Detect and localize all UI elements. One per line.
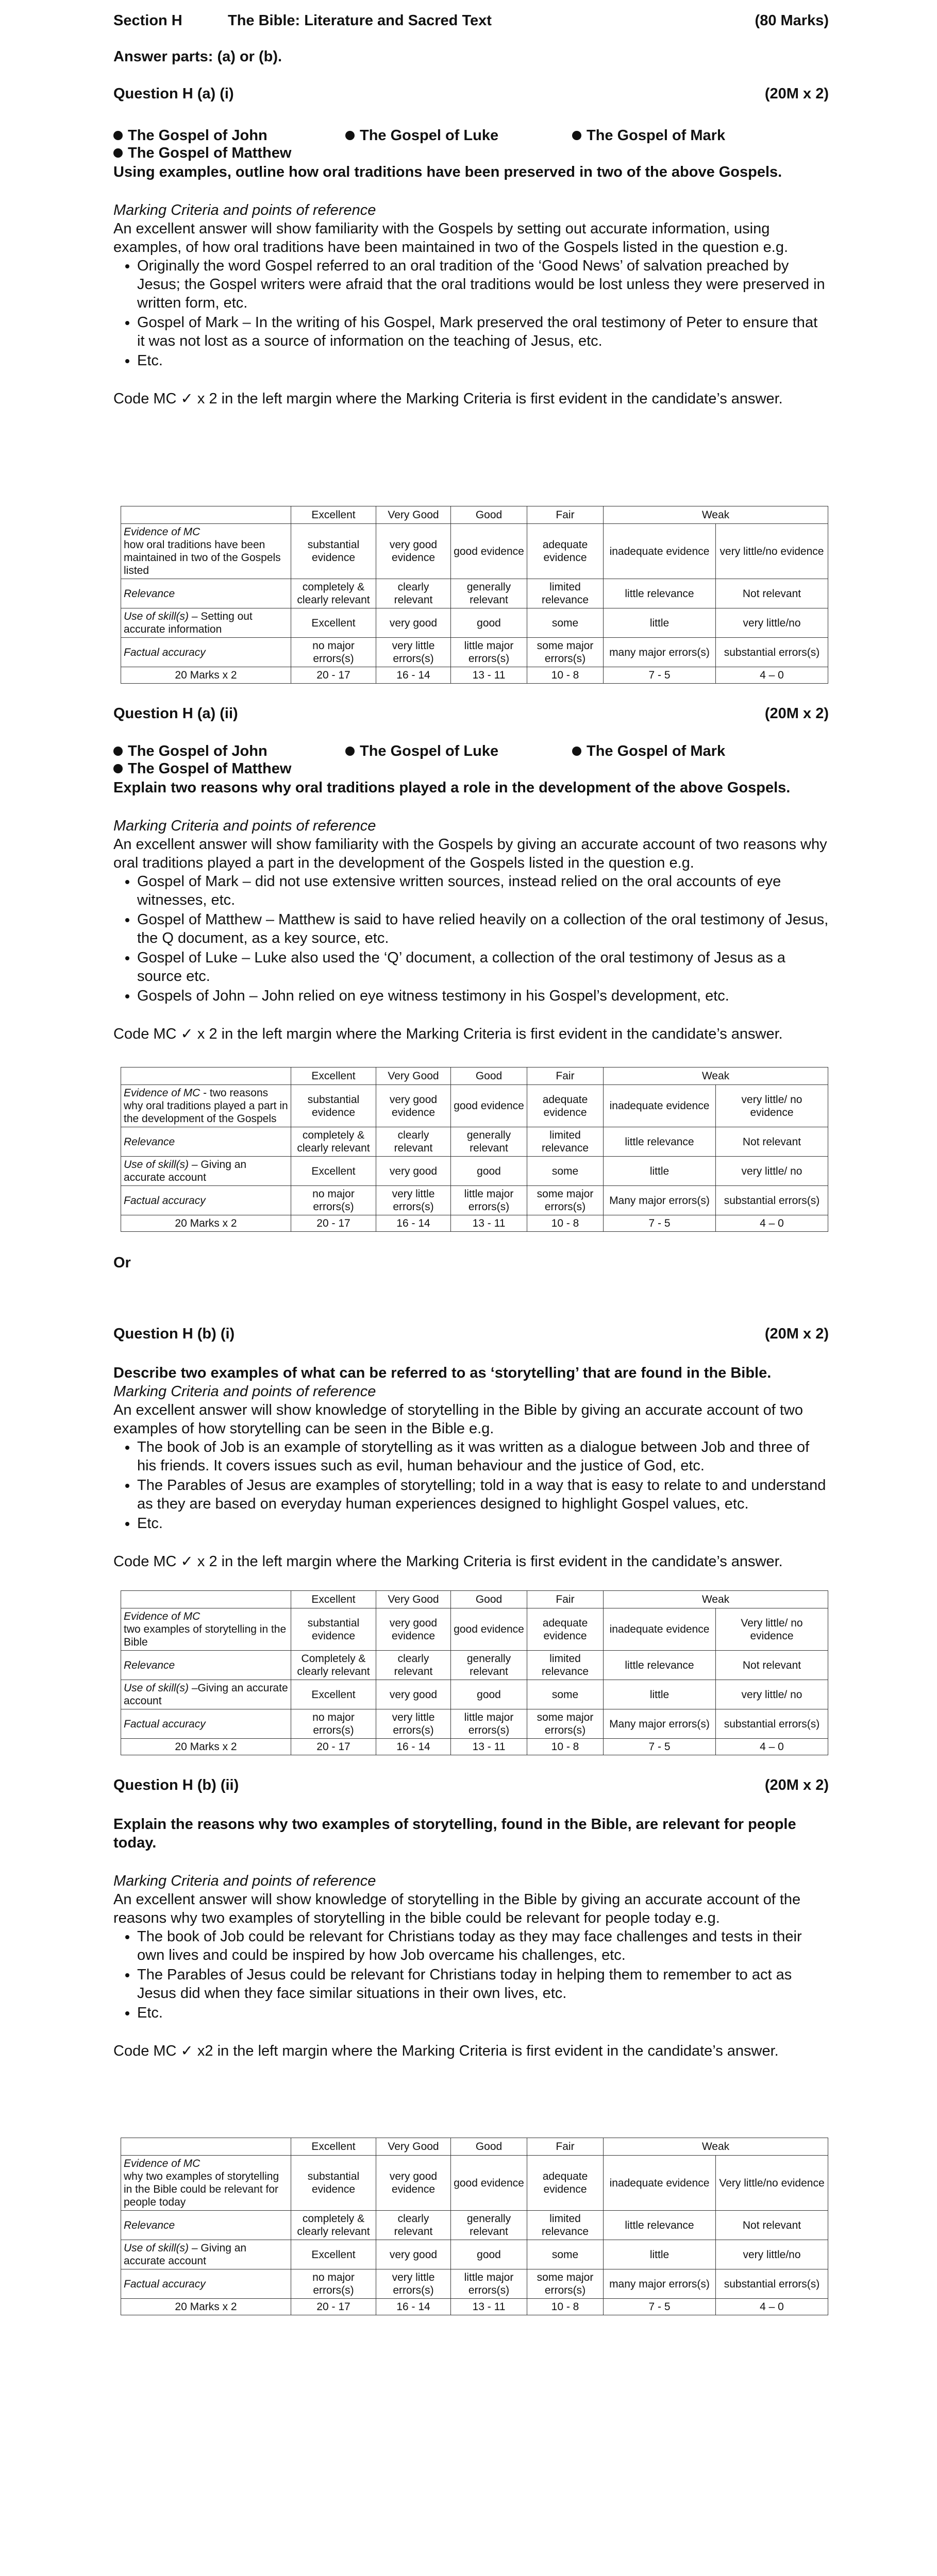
table-cell: very little/no xyxy=(716,608,828,638)
table-cell: substantial evidence xyxy=(291,1085,376,1127)
table-cell: substantial errors(s) xyxy=(716,1709,828,1739)
section-label: Section H xyxy=(113,12,182,29)
bullet-dot-icon xyxy=(572,747,581,756)
bullet-dot-icon xyxy=(345,747,355,756)
col-weak: Weak xyxy=(604,1591,828,1608)
row-label-accuracy: Factual accuracy xyxy=(121,1186,291,1215)
question-a2-intro: An excellent answer will show familiarity with the Gospels by giving an accurate account of two reasons why oral traditions played a part in the development of the Gospels listed in the question e.g. xyxy=(113,836,827,871)
table-cell: no major errors(s) xyxy=(291,638,376,667)
question-b1-intro: An excellent answer will show knowledge of storytelling in the Bible by giving an accurate account of two examples of how storytelling can be seen in the Bible e.g. xyxy=(113,1402,803,1437)
table-header-row xyxy=(121,1067,828,1085)
row-label-skills: Use of skill(s) – Giving an accurate account xyxy=(121,1157,291,1186)
table-cell: no major errors(s) xyxy=(291,1709,376,1739)
question-a1-header xyxy=(113,84,829,103)
row-label-relevance: Relevance xyxy=(121,1651,291,1680)
question-b1-code-line: Code MC ✓ x 2 in the left margin where the Marking Criteria is first evident in the candidate’s answer. xyxy=(113,1553,783,1570)
score-range: 4 – 0 xyxy=(716,1739,828,1755)
question-a1-marks: (20M x 2) xyxy=(764,86,829,102)
col-fair: Fair xyxy=(527,1067,604,1085)
bullet-dot-icon xyxy=(113,764,123,773)
table-cell: very little errors(s) xyxy=(376,638,451,667)
table-cell: limited relevance xyxy=(527,1127,604,1157)
gospel-item: The Gospel of Luke xyxy=(345,742,572,760)
score-range: 4 – 0 xyxy=(716,667,828,684)
table-row xyxy=(121,638,828,667)
gospel-item: The Gospel of Matthew xyxy=(113,144,345,162)
table-cell: generally relevant xyxy=(451,1651,527,1680)
question-a1-prompt: Using examples, outline how oral traditions have been preserved in two of the above Gospels. xyxy=(113,164,782,180)
row-label-evidence: Evidence of MC how oral traditions have been maintained in two of the Gospels listed xyxy=(121,524,291,579)
table-row xyxy=(121,1085,828,1127)
gospel-list-a2 xyxy=(113,742,829,777)
gospel-list-a1 xyxy=(113,127,829,162)
table-row-marks xyxy=(121,1739,828,1755)
list-item: • Gospel of Luke – Luke also used the ‘Q’ document, a collection of the oral testimony of Jesus as a source etc. xyxy=(137,948,829,986)
table-cell: little xyxy=(604,1680,716,1709)
table-cell: many major errors(s) xyxy=(604,638,716,667)
table-cell: completely & clearly relevant xyxy=(291,2211,376,2240)
table-cell: little relevance xyxy=(604,1651,716,1680)
table-cell: clearly relevant xyxy=(376,2211,451,2240)
table-cell: very little errors(s) xyxy=(376,1709,451,1739)
bullet-dot-icon xyxy=(572,131,581,140)
table-row xyxy=(121,579,828,608)
table-cell: good evidence xyxy=(451,2156,527,2211)
score-range: 10 - 8 xyxy=(527,2299,604,2315)
gospel-item: The Gospel of Mark xyxy=(572,127,789,144)
row-label-skills: Use of skill(s) – Giving an accurate account xyxy=(121,2240,291,2269)
question-b2-prompt: Explain the reasons why two examples of storytelling, found in the Bible, are relevant for people today. xyxy=(113,1816,796,1851)
table-cell: Many major errors(s) xyxy=(604,1709,716,1739)
table-cell: little major errors(s) xyxy=(451,1186,527,1215)
table-row xyxy=(121,1608,828,1651)
col-good: Good xyxy=(451,1067,527,1085)
table-cell: completely & clearly relevant xyxy=(291,579,376,608)
or-label: Or xyxy=(113,1255,131,1271)
table-cell: some xyxy=(527,1157,604,1186)
col-excellent: Excellent xyxy=(291,1067,376,1085)
table-cell: Not relevant xyxy=(716,2211,828,2240)
row-label-accuracy: Factual accuracy xyxy=(121,1709,291,1739)
table-cell: very little/ no evidence xyxy=(716,1085,828,1127)
table-cell: Very little/ no evidence xyxy=(716,1608,828,1651)
table-cell: Excellent xyxy=(291,1157,376,1186)
table-cell: good xyxy=(451,2240,527,2269)
row-label-skills: Use of skill(s) – Setting out accurate information xyxy=(121,608,291,638)
table-cell: clearly relevant xyxy=(376,1651,451,1680)
col-excellent: Excellent xyxy=(291,1591,376,1608)
table-cell: little relevance xyxy=(604,579,716,608)
question-a2-criteria-heading: Marking Criteria and points of reference xyxy=(113,818,376,834)
table-cell: some major errors(s) xyxy=(527,2269,604,2299)
col-fair: Fair xyxy=(527,2138,604,2156)
table-cell: some major errors(s) xyxy=(527,638,604,667)
question-a1-criteria-heading: Marking Criteria and points of reference xyxy=(113,202,376,218)
table-row xyxy=(121,2156,828,2211)
table-cell: limited relevance xyxy=(527,579,604,608)
score-range: 20 - 17 xyxy=(291,667,376,684)
list-item: • The Parables of Jesus could be relevant for Christians today in helping them to remember to act as Jesus did when they face similar situations in their own lives, etc. xyxy=(137,1965,829,2003)
col-very-good: Very Good xyxy=(376,1591,451,1608)
row-label-relevance: Relevance xyxy=(121,1127,291,1157)
bullet-dot-icon xyxy=(113,131,123,140)
table-row xyxy=(121,524,828,579)
table-cell: adequate evidence xyxy=(527,1608,604,1651)
question-a1-heading: Question H (a) (i) xyxy=(113,86,234,102)
table-cell: very little/ no xyxy=(716,1157,828,1186)
col-weak: Weak xyxy=(604,1067,828,1085)
col-very-good: Very Good xyxy=(376,506,451,524)
list-item: • Gospel of Matthew – Matthew is said to have relied heavily on a collection of the oral testimony of Jesus, the Q document, as a key source, etc. xyxy=(137,910,829,947)
section-title: The Bible: Literature and Sacred Text xyxy=(228,12,492,29)
table-cell: very good xyxy=(376,1680,451,1709)
question-b2-marks: (20M x 2) xyxy=(764,1777,829,1793)
row-label-accuracy: Factual accuracy xyxy=(121,638,291,667)
table-cell: little major errors(s) xyxy=(451,1709,527,1739)
table-cell: no major errors(s) xyxy=(291,2269,376,2299)
table-cell: clearly relevant xyxy=(376,1127,451,1157)
table-cell: adequate evidence xyxy=(527,524,604,579)
question-a2-heading: Question H (a) (ii) xyxy=(113,705,238,722)
table-cell: very little errors(s) xyxy=(376,2269,451,2299)
score-range: 7 - 5 xyxy=(604,2299,716,2315)
bullet-dot-icon xyxy=(345,131,355,140)
score-range: 7 - 5 xyxy=(604,1739,716,1755)
question-b1-marks: (20M x 2) xyxy=(764,1326,829,1342)
section-marks: (80 Marks) xyxy=(755,12,829,29)
marks-label: 20 Marks x 2 xyxy=(121,667,291,684)
table-cell: inadequate evidence xyxy=(604,1085,716,1127)
table-cell: good evidence xyxy=(451,1085,527,1127)
table-cell: very good evidence xyxy=(376,1608,451,1651)
table-cell: very good xyxy=(376,1157,451,1186)
table-cell: Completely & clearly relevant xyxy=(291,1651,376,1680)
question-a1-points xyxy=(113,257,829,370)
table-cell: little xyxy=(604,2240,716,2269)
question-b2-points xyxy=(113,1927,829,2022)
score-range: 13 - 11 xyxy=(451,2299,527,2315)
table-cell: substantial evidence xyxy=(291,524,376,579)
col-weak: Weak xyxy=(604,2138,828,2156)
table-cell: little major errors(s) xyxy=(451,2269,527,2299)
table-cell: inadequate evidence xyxy=(604,1608,716,1651)
question-b2-header xyxy=(113,1776,829,1794)
question-b2-code-line: Code MC ✓ x2 in the left margin where the Marking Criteria is first evident in the candidate’s answer. xyxy=(113,2043,779,2059)
table-cell: Many major errors(s) xyxy=(604,1186,716,1215)
score-range: 13 - 11 xyxy=(451,1215,527,1232)
score-range: 10 - 8 xyxy=(527,667,604,684)
table-cell: some xyxy=(527,2240,604,2269)
question-b1-heading: Question H (b) (i) xyxy=(113,1326,235,1342)
table-cell: Very little/no evidence xyxy=(716,2156,828,2211)
table-row-marks xyxy=(121,1215,828,1232)
table-cell: completely & clearly relevant xyxy=(291,1127,376,1157)
table-row xyxy=(121,1186,828,1215)
table-cell: no major errors(s) xyxy=(291,1186,376,1215)
score-range: 13 - 11 xyxy=(451,667,527,684)
marking-table-a1 xyxy=(121,506,828,684)
table-cell: very little/no evidence xyxy=(716,524,828,579)
score-range: 4 – 0 xyxy=(716,1215,828,1232)
answer-parts: Answer parts: (a) or (b). xyxy=(113,48,282,65)
table-cell: little relevance xyxy=(604,2211,716,2240)
table-cell: little xyxy=(604,1157,716,1186)
table-cell: good xyxy=(451,1157,527,1186)
row-label-skills: Use of skill(s) –Giving an accurate account xyxy=(121,1680,291,1709)
question-a2-points xyxy=(113,872,829,1005)
table-row xyxy=(121,1709,828,1739)
row-label-accuracy: Factual accuracy xyxy=(121,2269,291,2299)
table-cell: very little/ no xyxy=(716,1680,828,1709)
gospel-item: The Gospel of Matthew xyxy=(113,760,345,777)
list-item: • Gospel of Mark – In the writing of his Gospel, Mark preserved the oral testimony of Peter to ensure that it was not lost as a source of information on the teaching of Jesus, etc. xyxy=(137,313,829,350)
table-cell: very good evidence xyxy=(376,1085,451,1127)
row-label-relevance: Relevance xyxy=(121,579,291,608)
table-cell: limited relevance xyxy=(527,2211,604,2240)
table-row-marks xyxy=(121,667,828,684)
score-range: 13 - 11 xyxy=(451,1739,527,1755)
list-item: • Gospels of John – John relied on eye witness testimony in his Gospel’s development, etc. xyxy=(137,987,829,1005)
table-cell: some major errors(s) xyxy=(527,1186,604,1215)
col-excellent: Excellent xyxy=(291,2138,376,2156)
section-header xyxy=(113,11,829,30)
table-cell: adequate evidence xyxy=(527,2156,604,2211)
row-label-relevance: Relevance xyxy=(121,2211,291,2240)
list-item: • Etc. xyxy=(137,351,829,370)
question-b1-prompt: Describe two examples of what can be referred to as ‘storytelling’ that are found in the Bible. xyxy=(113,1365,772,1381)
score-range: 4 – 0 xyxy=(716,2299,828,2315)
table-cell: Not relevant xyxy=(716,579,828,608)
table-cell: little relevance xyxy=(604,1127,716,1157)
table-row xyxy=(121,1157,828,1186)
col-very-good: Very Good xyxy=(376,2138,451,2156)
col-very-good: Very Good xyxy=(376,1067,451,1085)
score-range: 20 - 17 xyxy=(291,1739,376,1755)
table-cell: generally relevant xyxy=(451,579,527,608)
table-cell: Not relevant xyxy=(716,1127,828,1157)
question-a2-marks: (20M x 2) xyxy=(764,705,829,722)
question-b1-header xyxy=(113,1325,829,1343)
table-cell: Excellent xyxy=(291,1680,376,1709)
col-good: Good xyxy=(451,506,527,524)
table-row xyxy=(121,1651,828,1680)
table-row xyxy=(121,2240,828,2269)
score-range: 16 - 14 xyxy=(376,1739,451,1755)
table-header-row xyxy=(121,2138,828,2156)
table-cell: very good xyxy=(376,608,451,638)
table-header-row xyxy=(121,1591,828,1608)
question-b2-intro: An excellent answer will show knowledge of storytelling in the Bible by giving an accurate account of the reasons why two examples of storytelling in the bible could be relevant for people today e.g. xyxy=(113,1891,801,1926)
table-row xyxy=(121,1127,828,1157)
question-b2-criteria-heading: Marking Criteria and points of reference xyxy=(113,1873,376,1889)
gospel-item: The Gospel of Mark xyxy=(572,742,789,760)
table-cell: Not relevant xyxy=(716,1651,828,1680)
table-cell: very little errors(s) xyxy=(376,1186,451,1215)
row-label-evidence: Evidence of MC why two examples of storytelling in the Bible could be relevant for people today xyxy=(121,2156,291,2211)
table-cell: some xyxy=(527,608,604,638)
table-row xyxy=(121,2211,828,2240)
marks-label: 20 Marks x 2 xyxy=(121,2299,291,2315)
table-cell: Excellent xyxy=(291,2240,376,2269)
score-range: 16 - 14 xyxy=(376,1215,451,1232)
question-b2-heading: Question H (b) (ii) xyxy=(113,1777,239,1793)
question-a1-code-line: Code MC ✓ x 2 in the left margin where the Marking Criteria is first evident in the candidate’s answer. xyxy=(113,391,783,407)
col-fair: Fair xyxy=(527,506,604,524)
marks-label: 20 Marks x 2 xyxy=(121,1215,291,1232)
table-cell: very good evidence xyxy=(376,524,451,579)
score-range: 10 - 8 xyxy=(527,1739,604,1755)
question-b1-criteria-heading: Marking Criteria and points of reference xyxy=(113,1383,376,1400)
question-a2-code-line: Code MC ✓ x 2 in the left margin where the Marking Criteria is first evident in the candidate’s answer. xyxy=(113,1026,783,1042)
table-row xyxy=(121,2269,828,2299)
table-cell: good xyxy=(451,608,527,638)
row-label-evidence: Evidence of MC - two reasons why oral traditions played a part in the development of the Gospels xyxy=(121,1085,291,1127)
row-label-evidence: Evidence of MC two examples of storytelling in the Bible xyxy=(121,1608,291,1651)
table-cell: very little/no xyxy=(716,2240,828,2269)
gospel-item: The Gospel of John xyxy=(113,742,345,760)
question-a2-prompt: Explain two reasons why oral traditions played a role in the development of the above Gospels. xyxy=(113,779,791,796)
table-cell: good evidence xyxy=(451,524,527,579)
gospel-item: The Gospel of Luke xyxy=(345,127,572,144)
table-cell: some xyxy=(527,1680,604,1709)
table-cell: Excellent xyxy=(291,608,376,638)
table-cell: substantial evidence xyxy=(291,1608,376,1651)
score-range: 20 - 17 xyxy=(291,2299,376,2315)
list-item: • The book of Job could be relevant for Christians today as they may face challenges and tests in their own lives and could be inspired by how Job overcame his challenges, etc. xyxy=(137,1927,829,1964)
gospel-item: The Gospel of John xyxy=(113,127,345,144)
table-row-marks xyxy=(121,2299,828,2315)
col-good: Good xyxy=(451,2138,527,2156)
table-cell: substantial errors(s) xyxy=(716,2269,828,2299)
marking-table-b2 xyxy=(121,2138,828,2315)
question-a2-header xyxy=(113,704,829,723)
table-header-row xyxy=(121,506,828,524)
score-range: 7 - 5 xyxy=(604,1215,716,1232)
score-range: 16 - 14 xyxy=(376,2299,451,2315)
score-range: 16 - 14 xyxy=(376,667,451,684)
table-cell: little major errors(s) xyxy=(451,638,527,667)
table-cell: little xyxy=(604,608,716,638)
section-title-group xyxy=(113,11,492,30)
col-good: Good xyxy=(451,1591,527,1608)
list-item: • The Parables of Jesus are examples of storytelling; told in a way that is easy to relate to and understand as they are based on everyday human experiences designed to highlight Gospel values, etc. xyxy=(137,1476,829,1513)
table-cell: good xyxy=(451,1680,527,1709)
table-cell: inadequate evidence xyxy=(604,524,716,579)
table-row xyxy=(121,1680,828,1709)
col-weak: Weak xyxy=(604,506,828,524)
question-b1-points xyxy=(113,1438,829,1533)
marking-table-a2 xyxy=(121,1067,828,1232)
col-excellent: Excellent xyxy=(291,506,376,524)
col-fair: Fair xyxy=(527,1591,604,1608)
marks-label: 20 Marks x 2 xyxy=(121,1739,291,1755)
table-cell: adequate evidence xyxy=(527,1085,604,1127)
table-cell: many major errors(s) xyxy=(604,2269,716,2299)
marking-table-b1 xyxy=(121,1590,828,1755)
score-range: 7 - 5 xyxy=(604,667,716,684)
question-a1-intro: An excellent answer will show familiarity with the Gospels by setting out accurate information, using examples, of how oral traditions have been maintained in two of the Gospels listed in the question e.g. xyxy=(113,221,789,256)
table-cell: limited relevance xyxy=(527,1651,604,1680)
table-row xyxy=(121,608,828,638)
list-item: • The book of Job is an example of storytelling as it was written as a dialogue between Job and three of his friends. It covers issues such as evil, human behaviour and the justice of God, etc. xyxy=(137,1438,829,1475)
score-range: 10 - 8 xyxy=(527,1215,604,1232)
list-item: • Originally the word Gospel referred to an oral tradition of the ‘Good News’ of salvation preached by Jesus; the Gospel writers were afraid that the oral traditions would be lost unless they were preserved in written form, etc. xyxy=(137,257,829,312)
list-item: • Etc. xyxy=(137,2004,829,2022)
list-item: • Etc. xyxy=(137,1514,829,1533)
bullet-dot-icon xyxy=(113,747,123,756)
bullet-dot-icon xyxy=(113,148,123,158)
list-item: • Gospel of Mark – did not use extensive written sources, instead relied on the oral accounts of eye witnesses, etc. xyxy=(137,872,829,909)
table-cell: generally relevant xyxy=(451,2211,527,2240)
table-cell: some major errors(s) xyxy=(527,1709,604,1739)
table-cell: substantial evidence xyxy=(291,2156,376,2211)
score-range: 20 - 17 xyxy=(291,1215,376,1232)
table-cell: very good xyxy=(376,2240,451,2269)
table-cell: good evidence xyxy=(451,1608,527,1651)
table-cell: generally relevant xyxy=(451,1127,527,1157)
table-cell: inadequate evidence xyxy=(604,2156,716,2211)
table-cell: clearly relevant xyxy=(376,579,451,608)
table-cell: very good evidence xyxy=(376,2156,451,2211)
table-cell: substantial errors(s) xyxy=(716,1186,828,1215)
table-cell: substantial errors(s) xyxy=(716,638,828,667)
